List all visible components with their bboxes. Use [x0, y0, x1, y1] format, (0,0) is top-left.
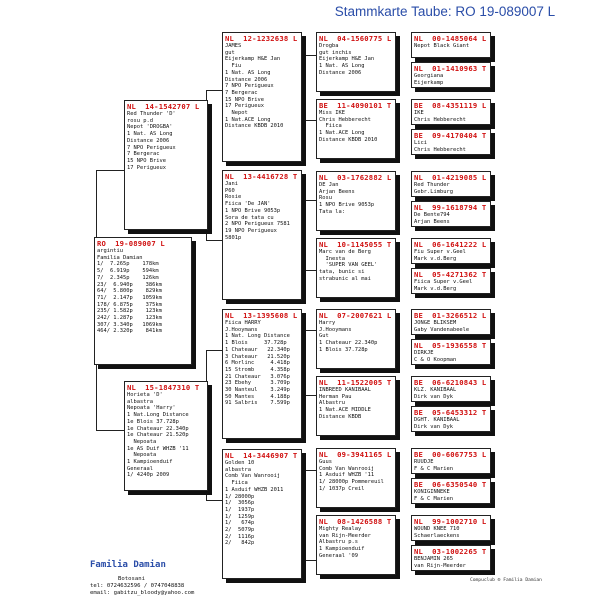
card-line: Distance 2006 — [225, 76, 268, 83]
ring-number: NL 05-1936558 T — [414, 341, 487, 350]
card-details — [412, 526, 490, 539]
pedigree-card-sire[interactable] — [124, 100, 208, 230]
pedigree-card-ddd[interactable] — [316, 515, 396, 575]
card-line: Jani — [225, 181, 238, 187]
credit-text: Compuclub ® Familia Damian — [470, 578, 542, 583]
ring-number: NL 03-1762882 L — [319, 173, 392, 182]
pedigree-card-dam-sire[interactable] — [222, 309, 302, 439]
card-line: 1 Nat.Long Distance — [127, 412, 189, 419]
card-line: albastra — [225, 466, 251, 473]
owner-name: Familia Damian — [90, 560, 166, 570]
card-line: De Bente794 — [414, 212, 450, 218]
card-line: Distance KBDB 2010 — [225, 123, 284, 130]
card-line: 1e Chateaur 22.340p — [127, 425, 189, 432]
card-details — [412, 249, 490, 262]
card-line: Nepoata — [127, 438, 157, 445]
card-line: Chris Hebberecht — [414, 116, 466, 123]
card-line: Fiica — [319, 123, 342, 130]
card-line: 3 Chateaur 21.520p — [225, 353, 290, 360]
card-line: Horieta 'D' — [127, 392, 163, 398]
pedigree-card-g11[interactable] — [411, 376, 491, 402]
pedigree-card-ssd[interactable] — [316, 99, 396, 159]
card-line: Harry — [319, 320, 336, 326]
page-title: Stammkarte Taube: RO 19-089007 L — [334, 4, 556, 19]
ring-number: NL 13-1395608 L — [225, 311, 298, 320]
card-line: 1 Chateaur 22.340p — [225, 346, 290, 353]
card-line: tata, bunic si — [319, 269, 365, 276]
card-line: 307/ 3.340p 1069km — [97, 321, 162, 328]
card-line: Gebr.Limburg — [414, 188, 453, 195]
card-line: 50 Mantes 4.188p — [225, 393, 290, 400]
card-line: KONIGINNEKE — [414, 489, 450, 495]
card-line: 1/ 7.265p 178km — [97, 261, 159, 268]
card-details — [412, 73, 490, 86]
card-line: 7 Bergerac — [127, 151, 160, 158]
card-line: Nepoata 'Harry' — [127, 405, 176, 412]
card-line: 1/ 4240p 2009 — [127, 472, 170, 479]
card-details — [412, 110, 490, 123]
card-line: 1/ 674p — [225, 520, 255, 527]
card-details — [223, 460, 301, 547]
card-line: Miss IKE — [319, 110, 345, 116]
ring-number: NL 14-3446907 T — [225, 451, 298, 460]
pedigree-card-subject[interactable] — [94, 237, 192, 365]
card-line: JONGE BLIKSEM — [414, 320, 457, 326]
card-line: 1 Blois 37.728p — [225, 340, 287, 347]
card-line: Red Thunder 'D' — [127, 111, 176, 117]
ring-number: NL 01-4219085 L — [414, 173, 487, 182]
card-details — [317, 459, 395, 493]
card-details — [317, 320, 395, 354]
card-line: 1e Chateaur 21.520p — [127, 432, 189, 439]
card-line: Sora de tata cu — [225, 214, 274, 221]
ring-number: NL 99-1618794 T — [414, 203, 487, 212]
ring-number: NL 99-1002710 L — [414, 517, 487, 526]
card-line: Dirk van Dyk — [414, 393, 453, 400]
card-line: Generaal '09 — [319, 552, 358, 559]
card-line: 17 Perigueux — [127, 164, 166, 171]
card-line: Familia Damian — [97, 254, 143, 261]
card-line: 1/ 3056p — [225, 500, 255, 507]
card-line: 1 Nat.ACE Long — [225, 116, 271, 123]
card-line: Distance 2006 — [319, 69, 362, 76]
card-line: 7 NPO Perigueux — [225, 83, 274, 90]
card-details — [412, 387, 490, 400]
pedigree-card-dss[interactable] — [316, 309, 396, 369]
card-line: 1 Nat. AS Long — [319, 63, 365, 70]
ring-number: BE 05-6453312 T — [414, 408, 487, 417]
card-details — [412, 182, 490, 195]
ring-number: NL 10-1145055 T — [319, 240, 392, 249]
pedigree-card-g7[interactable] — [411, 238, 491, 264]
card-line: IKE — [414, 110, 424, 116]
card-line: Fiica 'De JAN' — [225, 201, 271, 208]
card-line: 1 Asduif WHZB 2011 — [225, 486, 284, 493]
card-line: 1 NPO Brive 9053p — [225, 207, 281, 214]
card-line: F & C Marien — [414, 495, 453, 502]
pedigree-card-sdd[interactable] — [316, 238, 396, 298]
card-line: gut — [225, 49, 235, 56]
ring-number: BE 06-6350540 T — [414, 480, 487, 489]
card-line: Comb Van Wanrooij — [319, 465, 375, 472]
card-line: Fiica Super v.Geel — [414, 279, 473, 285]
card-line: Georgiana — [414, 73, 444, 79]
card-line: P60 — [225, 187, 235, 194]
card-line: Comb Van Wanrooij — [225, 473, 281, 480]
card-line: Arjan Beens — [414, 218, 450, 225]
card-line: Schaerlaeckens — [414, 532, 460, 539]
ring-number: NL 01-1410963 T — [414, 64, 487, 73]
card-line: F & C Marien — [414, 465, 453, 472]
pedigree-card-g6[interactable] — [411, 201, 491, 227]
card-details — [125, 392, 207, 479]
card-details — [412, 140, 490, 153]
pedigree-card-g5[interactable] — [411, 171, 491, 197]
card-line: JAMES — [225, 43, 242, 49]
card-details — [317, 43, 395, 77]
card-line: 23/ 6.940p 386km — [97, 281, 162, 288]
card-details — [317, 249, 395, 283]
pedigree-card-g1[interactable] — [411, 32, 491, 58]
card-line: DIRKJE — [414, 350, 434, 356]
card-line: 1 Nat. AS Long — [127, 131, 173, 138]
card-line: Distance KBDB 2010 — [319, 136, 378, 143]
card-details — [412, 279, 490, 292]
card-line: KLZ. KANIBAAL — [414, 387, 457, 393]
card-details — [412, 43, 490, 50]
card-line: 1/ 1259p — [225, 513, 255, 520]
pedigree-card-sss[interactable] — [316, 32, 396, 92]
card-details — [412, 489, 490, 502]
card-line: 1 Nat. AS Long — [225, 69, 271, 76]
card-line: Arjan Beens — [319, 188, 355, 195]
owner-email[interactable]: email: gabitzu_bloody@yahoo.com — [90, 590, 195, 596]
card-line: 7 NPO Perigueux — [127, 144, 176, 151]
card-line: Chris Hebberecht — [319, 116, 371, 123]
card-details — [412, 350, 490, 363]
ring-number: NL 12-1232638 L — [225, 34, 298, 43]
card-line: 2/ 842p — [225, 540, 255, 547]
card-line: Generaal — [127, 465, 153, 472]
pedigree-card-dam[interactable] — [124, 381, 208, 491]
ring-number: BE 08-4351119 L — [414, 101, 487, 110]
card-details — [95, 248, 191, 335]
card-line: 1/ 1037p Creil — [319, 485, 365, 492]
ring-number: BE 00-6067753 L — [414, 450, 487, 459]
pedigree-card-g8[interactable] — [411, 268, 491, 294]
card-line: Mighty Realay — [319, 526, 362, 532]
card-line: DGHT. KANIBAAL — [414, 417, 460, 423]
pedigree-card-sire-dam[interactable] — [222, 170, 302, 300]
card-line: 21 Chateaur 3.076p — [225, 373, 290, 380]
pedigree-card-dds[interactable] — [316, 448, 396, 508]
ring-number: NL 04-1560775 L — [319, 34, 392, 43]
card-line: 6 Morlinc 4.418p — [225, 360, 290, 367]
card-line: Eijerkamp H&E Jan — [319, 56, 375, 63]
card-details — [223, 43, 301, 130]
card-line: 1/ 28000p — [225, 493, 255, 500]
card-line: strabunic al mai — [319, 275, 371, 282]
card-line: 2/ 1116p — [225, 533, 255, 540]
ring-number: BE 06-6210843 L — [414, 378, 487, 387]
ring-number: NL 14-1542707 L — [127, 102, 200, 111]
card-line: 1/ 1937p — [225, 506, 255, 513]
card-details — [412, 459, 490, 472]
card-line: Herman Pau — [319, 393, 352, 400]
card-line: 7 Bergerac — [225, 89, 258, 96]
card-line: 91 Salbris 7.599p — [225, 400, 290, 407]
card-line: van Rijn-Meerder — [319, 532, 371, 539]
card-line: 19 NPO Perigueux — [225, 227, 277, 234]
owner-city: Botosani — [118, 576, 145, 582]
card-line: 1e AS Duif WHZB '11 — [127, 445, 189, 452]
card-line: 15 NPO Brive — [127, 157, 166, 164]
card-line: Gut — [319, 333, 329, 340]
card-line: Nepot Black Giant — [414, 43, 470, 49]
pedigree-card-sire-sire[interactable] — [222, 32, 302, 162]
pedigree-card-g2[interactable] — [411, 62, 491, 88]
card-line: rosu p.d — [127, 117, 153, 124]
card-line: C & O Koopman — [414, 356, 457, 363]
card-line: Fiu — [225, 63, 242, 70]
owner-contact — [90, 576, 194, 597]
card-line: 'SUPER VAN GEEL' — [319, 262, 378, 269]
pedigree-card-g14[interactable] — [411, 478, 491, 504]
card-line: 7/ 2.345p 126km — [97, 274, 159, 281]
card-line: Lici — [414, 140, 427, 146]
card-line: Mark v.d.Berg — [414, 255, 457, 262]
pedigree-card-dam-dam[interactable] — [222, 449, 302, 579]
card-line: Marc van de Berg — [319, 249, 371, 255]
card-line: Eijerkamp H&E Jan — [225, 56, 281, 63]
card-line: 1 Nat. Long Distance — [225, 333, 290, 340]
card-line: Drogba — [319, 43, 339, 49]
card-line: 1 Kampioenduif — [319, 546, 365, 553]
card-line: Inesta — [319, 255, 345, 262]
card-line: Chris Hebberecht — [414, 146, 466, 153]
card-line: Golden 10 — [225, 460, 255, 466]
card-line: Albastru — [319, 400, 345, 407]
card-line: Nepot — [225, 110, 248, 117]
ring-number: BE 11-4090101 T — [319, 101, 392, 110]
card-details — [317, 110, 395, 144]
pedigree-card-g10[interactable] — [411, 339, 491, 365]
pedigree-card-sds[interactable] — [316, 171, 396, 231]
card-details — [412, 320, 490, 333]
card-line: 15 Stromb 4.358p — [225, 366, 290, 373]
card-line: Fiica — [225, 480, 248, 487]
card-line: 1 Asduif WHZB '11 — [319, 472, 375, 479]
card-line: 71/ 2.147p 1059km — [97, 294, 162, 301]
card-line: 1 Kampioenduif — [127, 459, 173, 466]
ring-number: NL 00-1485064 L — [414, 34, 487, 43]
card-details — [412, 212, 490, 225]
card-details — [317, 526, 395, 560]
ring-number: NL 06-1641222 L — [414, 240, 487, 249]
card-details — [412, 556, 490, 569]
card-line: Fiica HARRY — [225, 320, 261, 326]
card-line: 1e Blois 37.728p — [127, 418, 179, 425]
pedigree-card-g12[interactable] — [411, 406, 491, 432]
card-line: Tata la: — [319, 208, 345, 215]
ring-number: NL 13-4416728 T — [225, 172, 298, 181]
card-line: 5/ 6.919p 594km — [97, 268, 159, 275]
ring-number: BE 09-4170404 T — [414, 131, 487, 140]
ring-number: RO 19-089007 L — [97, 239, 165, 248]
card-line: BENJAMIN 265 — [414, 556, 453, 562]
card-line: J.Hooymans — [225, 326, 258, 333]
pedigree-card-dsd[interactable] — [316, 376, 396, 436]
card-line: Rosu — [319, 195, 332, 202]
card-line: Gaby Vandenabeele — [414, 326, 470, 333]
ring-number: NL 08-1426588 T — [319, 517, 392, 526]
ring-number: NL 07-2007621 L — [319, 311, 392, 320]
pedigree-card-g4[interactable] — [411, 129, 491, 155]
card-line: Fiu Super v.Geel — [414, 249, 466, 255]
card-line: DE Jan — [319, 182, 339, 188]
card-line: 2/ 5079p — [225, 527, 255, 534]
pedigree-card-g15[interactable] — [411, 515, 491, 541]
card-line: 2 NPO Perigueux 7581 — [225, 221, 290, 228]
card-details — [125, 111, 207, 171]
card-details — [223, 320, 301, 407]
card-line: 464/ 2.320p 841km — [97, 328, 162, 335]
card-line: 64/ 5.800p 829km — [97, 288, 162, 295]
pedigree-card-g13[interactable] — [411, 448, 491, 474]
card-line: Red Thunder — [414, 182, 450, 188]
card-line: argintiu — [97, 248, 123, 254]
card-details — [412, 417, 490, 430]
card-line: 1 Blois 37.728p — [319, 346, 368, 353]
card-line: albastra — [127, 398, 153, 405]
card-line: 23 Ebehy 3.709p — [225, 380, 290, 387]
card-line: Distance KBDB — [319, 413, 362, 420]
pedigree-card-g3[interactable] — [411, 99, 491, 125]
ring-number: NL 11-1522005 T — [319, 378, 392, 387]
card-line: 1/ 28000p Pommereuil — [319, 479, 384, 486]
card-line: 1 Nat.ACE MIDDLE — [319, 407, 371, 414]
ring-number: BE 01-3266512 L — [414, 311, 487, 320]
card-line: 1 Chateaur 22.340p — [319, 340, 378, 347]
card-line: Distance 2006 — [127, 137, 170, 144]
card-line: van Rijn-Meerder — [414, 562, 466, 569]
ring-number: NL 03-1002265 T — [414, 547, 487, 556]
card-line: 15 NPO Brive — [225, 96, 264, 103]
card-line: INBREED KANIBAAL — [319, 387, 371, 393]
card-line: gut inchis — [319, 49, 352, 56]
card-details — [317, 182, 395, 216]
card-line: 5801p — [225, 234, 242, 241]
ring-number: NL 15-1847310 T — [127, 383, 200, 392]
card-line: Albastru p.s — [319, 539, 358, 546]
card-details — [317, 387, 395, 421]
card-line: 1 Nat.ACE Long — [319, 130, 365, 137]
card-line: Rosie — [225, 194, 242, 201]
owner-phone: tel: 0724632596 / 0747048838 — [90, 583, 185, 589]
card-line: Eijerkamp — [414, 79, 444, 86]
card-line: J.Hooymans — [319, 326, 352, 333]
card-line: 30 Nanteul 3.249p — [225, 387, 290, 394]
card-line: RUUDJE — [414, 459, 434, 465]
card-line: Mark v.d.Berg — [414, 285, 457, 292]
card-line: 242/ 1.287p 123km — [97, 315, 162, 322]
card-line: WOUND KNEE 710 — [414, 526, 460, 532]
card-line: Dirk van Dyk — [414, 423, 453, 430]
ring-number: NL 05-4271362 T — [414, 270, 487, 279]
pedigree-card-g9[interactable] — [411, 309, 491, 335]
pedigree-card-g16[interactable] — [411, 545, 491, 571]
card-details — [223, 181, 301, 241]
card-line: 17 Perigueux — [225, 103, 264, 110]
ring-number: NL 09-3941165 L — [319, 450, 392, 459]
card-line: Guus — [319, 459, 332, 465]
card-line: 178/ 6.875p 375km — [97, 301, 162, 308]
card-line: 235/ 1.582p 123km — [97, 308, 162, 315]
card-line: Nepot 'DROGBA' — [127, 124, 173, 131]
card-line: 1 NPO Brive 9053p — [319, 202, 375, 209]
card-line: Nepoata — [127, 452, 157, 459]
